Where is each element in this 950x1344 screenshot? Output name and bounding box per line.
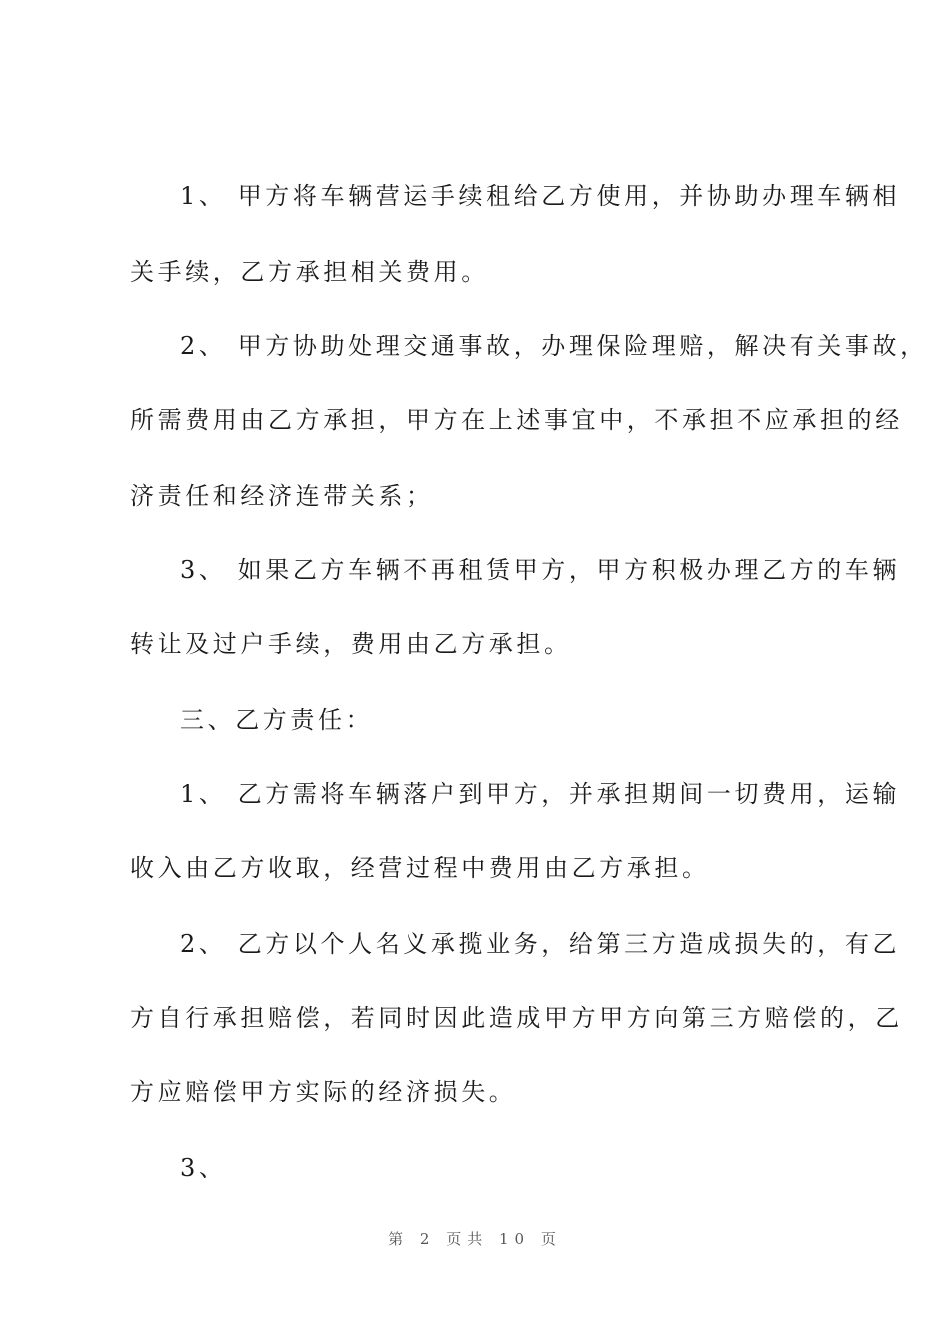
para-6-line-1: 3、 bbox=[180, 1154, 227, 1182]
para-1-line-1: 1、 甲方将车辆营运手续租给乙方使用，并协助办理车辆相 bbox=[180, 182, 901, 210]
para-3-line-2: 转让及过户手续，费用由乙方承担。 bbox=[130, 630, 572, 658]
para-4-line-1: 1、 乙方需将车辆落户到甲方，并承担期间一切费用，运输 bbox=[180, 780, 901, 808]
para-5-line-3: 方应赔偿甲方实际的经济损失。 bbox=[130, 1078, 517, 1106]
section-heading: 三、乙方责任： bbox=[180, 706, 374, 734]
para-4-line-2: 收入由乙方收取，经营过程中费用由乙方承担。 bbox=[130, 854, 710, 882]
page-number-footer: 第 2 页共 10 页 bbox=[388, 1230, 562, 1248]
para-2-line-3: 济责任和经济连带关系； bbox=[130, 482, 434, 510]
para-2-line-1: 2、 甲方协助处理交通事故，办理保险理赔，解决有关事故， bbox=[180, 332, 928, 360]
para-5-line-1: 2、 乙方以个人名义承揽业务，给第三方造成损失的，有乙 bbox=[180, 930, 901, 958]
para-2-line-2: 所需费用由乙方承担，甲方在上述事宜中，不承担不应承担的经 bbox=[130, 406, 903, 434]
para-5-line-2: 方自行承担赔偿，若同时因此造成甲方甲方向第三方赔偿的，乙 bbox=[130, 1004, 903, 1032]
para-3-line-1: 3、 如果乙方车辆不再租赁甲方，甲方积极办理乙方的车辆 bbox=[180, 556, 901, 584]
para-1-line-2: 关手续，乙方承担相关费用。 bbox=[130, 258, 489, 286]
